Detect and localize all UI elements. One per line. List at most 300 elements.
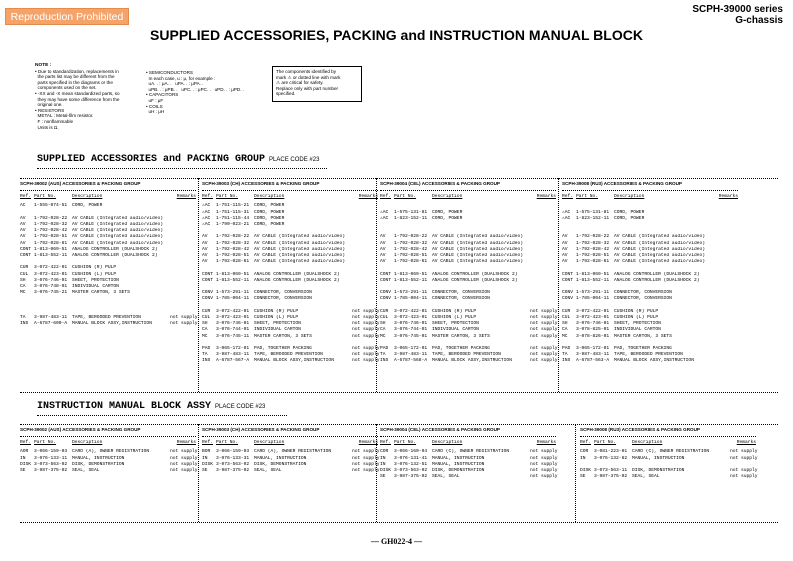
section-manual-rule [37, 415, 287, 416]
column-label-part: Part No. [216, 194, 239, 200]
table-row [380, 474, 556, 480]
part-number-cell: 1-792-028-22 [576, 234, 610, 240]
ref-cell: ⚠AC [202, 222, 211, 228]
column-label-part: Part No. [576, 194, 599, 200]
ref-cell: ⚠AC [562, 215, 571, 221]
note-title: NOTE : [35, 63, 52, 68]
table-row [20, 321, 196, 327]
ref-cell: DISK [202, 461, 214, 467]
part-number-cell: 1-823-152-11 [576, 215, 610, 221]
column-separator [376, 178, 377, 392]
ref-cell: CA [562, 327, 568, 333]
description-cell: AV CABLE (Integrated audio/video) [254, 240, 345, 246]
part-number-cell: 3-073-563-02 [394, 468, 428, 474]
column-labels [580, 440, 756, 446]
description-cell: SHEET, PROTECTION [432, 321, 479, 327]
description-cell: CUSHION (L) PULP [614, 315, 659, 321]
remark-cell: not supply [352, 321, 380, 327]
description-cell: MANUAL, INSTRUCTION [432, 461, 485, 467]
description-cell: ANALOG CONTROLLER (DUALSHOCK 2) [432, 271, 518, 277]
note-line: • -XX and -X mean standardized parts, so [35, 90, 120, 96]
remark-cell: not supply [352, 333, 380, 339]
column-heading-rule [202, 190, 378, 191]
part-number-cell: 3-076-746-01 [34, 277, 68, 283]
table-row [202, 358, 378, 364]
part-number-cell: 3-987-483-11 [216, 352, 250, 358]
ref-cell: AV [562, 253, 568, 259]
description-cell: MANUAL BLOCK ASSY,INSTRUCTION [254, 358, 334, 364]
column-heading-rule [202, 436, 378, 437]
description-cell: AV CABLE (Integrated audio/video) [254, 234, 345, 240]
ref-cell: TA [20, 315, 26, 321]
part-number-cell: 3-076-745-01 [394, 333, 428, 339]
column-heading: SCPH-39003 (CH) ACCESSORIES & PACKING GROUP [202, 181, 320, 186]
description-cell: CORD, POWER [254, 215, 285, 221]
column-label-ref: Ref. [380, 440, 392, 446]
part-number-cell: 3-072-422-01 [576, 308, 610, 314]
remark-cell: not supply [352, 449, 380, 455]
manual-group-column [202, 427, 378, 474]
group-frame-rule [20, 424, 778, 425]
part-number-cell: 3-076-132-51 [394, 461, 428, 467]
description-cell: AV CABLE (Integrated audio/video) [432, 259, 523, 265]
manual-group-column [20, 427, 196, 474]
description-cell: AV CABLE (Integrated audio/video) [72, 234, 163, 240]
description-cell: ANALOG CONTROLLER (DUALSHOCK 2) [72, 246, 158, 252]
column-labels [20, 440, 196, 446]
ref-cell: MC [562, 333, 568, 339]
ref-cell: AOR [20, 449, 29, 455]
description-cell: INDIVIDUAL CARTON [432, 327, 479, 333]
part-number-cell: A-6787-568-A [394, 358, 428, 364]
ref-cell: CONV [380, 290, 392, 296]
description-cell: MANUAL, INSTRUCTION [254, 455, 307, 461]
ref-cell: SH [202, 321, 208, 327]
ref-cell: IN [20, 455, 26, 461]
remark-cell: not supply [170, 315, 198, 321]
section-accessories-heading: SUPPLIED ACCESSORIES and PACKING GROUP [37, 154, 266, 165]
ref-cell: AV [20, 234, 26, 240]
ref-cell: SE [380, 474, 386, 480]
ref-cell: CA [20, 284, 26, 290]
part-number-cell: 1-573-291-11 [576, 290, 610, 296]
ref-cell: INS [380, 358, 389, 364]
note-line: parts specified in the diagrams or the [35, 79, 113, 85]
remark-cell: not supply [170, 321, 198, 327]
description-cell: CORD, POWER [254, 209, 285, 215]
part-number-cell: 1-813-069-51 [216, 271, 250, 277]
part-number-cell: 1-555-074-51 [34, 203, 68, 209]
remark-cell: not supply [352, 346, 380, 352]
table-row [580, 474, 756, 480]
accessories-group-column [562, 181, 738, 365]
part-number-cell: 1-792-028-61 [216, 259, 250, 265]
column-separator [198, 424, 199, 522]
part-number-cell: 1-813-552-11 [34, 253, 68, 259]
accessories-group-column [20, 181, 196, 327]
ref-cell: ⚠AC [202, 203, 211, 209]
ref-cell: MC [202, 333, 208, 339]
part-number-cell: 1-792-028-61 [34, 240, 68, 246]
column-label-desc: Description [72, 440, 103, 446]
description-cell: SEAL, SEAL [432, 474, 460, 480]
description-cell: SEAL, SEAL [254, 468, 282, 474]
part-number-cell: 1-823-152-11 [394, 215, 428, 221]
ref-cell: SH [562, 321, 568, 327]
description-cell: CARD (C), OWNER REGISTRATION [632, 449, 710, 455]
part-number-cell: 1-792-028-32 [216, 240, 250, 246]
ref-cell: CUR [562, 308, 571, 314]
part-number-cell: 1-792-028-32 [576, 240, 610, 246]
part-number-cell: 3-987-483-11 [34, 315, 68, 321]
column-separator [558, 178, 559, 392]
part-number-cell: 1-813-069-51 [34, 246, 68, 252]
column-label-desc: Description [632, 440, 663, 446]
description-cell: DISK, DEMONSTRATION [254, 461, 307, 467]
part-number-cell: 1-792-028-32 [394, 240, 428, 246]
page-footer: — GH022-4 — [370, 537, 423, 546]
ref-cell: INS [20, 321, 29, 327]
column-labels [202, 194, 378, 200]
part-number-cell: 3-076-745-11 [216, 333, 250, 339]
ref-cell: IN [202, 455, 208, 461]
ref-cell: ⚠AC [202, 215, 211, 221]
ref-cell: MC [20, 290, 26, 296]
description-cell: INDIVIDUAL CARTON [614, 327, 661, 333]
part-number-cell: 1-792-028-22 [34, 215, 68, 221]
warning-line: ⚠ are critical for safety. [276, 80, 324, 86]
part-number-cell: 1-813-069-51 [394, 271, 428, 277]
column-heading-rule [562, 190, 738, 191]
warning-line: specified. [276, 91, 296, 97]
remark-cell: not supply [530, 315, 558, 321]
ref-cell: CUR [20, 265, 29, 271]
part-number-cell: 3-076-132-62 [594, 455, 628, 461]
column-heading: SCPH-39004 (CEL) ACCESSORIES & PACKING GROUP [380, 427, 500, 432]
column-label-part: Part No. [34, 194, 57, 200]
column-labels [380, 194, 556, 200]
ref-cell: SH [20, 277, 26, 283]
part-number-cell: 3-076-746-01 [394, 321, 428, 327]
ref-cell: DISK [20, 461, 32, 467]
ref-cell: AV [20, 228, 26, 234]
semiconductor-note-line: uF : μF [146, 97, 164, 103]
ref-cell: ⚠AC [562, 209, 571, 215]
remark-cell: not supply [352, 461, 380, 467]
accessories-group-column [380, 181, 556, 365]
description-cell: AV CABLE (Integrated audio/video) [72, 215, 163, 221]
part-number-cell: 3-073-563-11 [594, 468, 628, 474]
semiconductor-notes [146, 70, 266, 115]
ref-cell: CUL [380, 315, 389, 321]
description-cell: PAD, TOGETHER PACKING [432, 346, 490, 352]
part-number-cell: 3-066-159-03 [216, 449, 250, 455]
manual-group-column [580, 427, 756, 480]
section-accessories-title [37, 154, 319, 165]
ref-cell: CONT [202, 277, 214, 283]
group-frame-rule [20, 522, 778, 523]
part-number-cell: A-6787-563-A [576, 358, 610, 364]
ref-cell: AV [380, 259, 386, 265]
ref-cell: CONT [20, 246, 32, 252]
column-label-ref: Ref. [380, 194, 392, 200]
description-cell: ANALOG CONTROLLER (DUALSHOCK 2) [614, 277, 700, 283]
ref-cell: CONT [380, 277, 392, 283]
part-number-cell: 1-573-291-11 [394, 290, 428, 296]
ref-cell: DISK [380, 468, 392, 474]
semiconductor-note-line: uPB. . : μPB. . uPC. . : μPC. . uPD. . : μPD. . [146, 86, 245, 92]
column-heading: SCPH-39003 (CH) ACCESSORIES & PACKING GROUP [202, 427, 320, 432]
part-number-cell: 1-792-028-42 [34, 228, 68, 234]
description-cell: CORD, POWER [254, 203, 285, 209]
ref-cell: AV [20, 215, 26, 221]
column-label-ref: Ref. [20, 440, 32, 446]
description-cell: CORD, POWER [614, 209, 645, 215]
semiconductor-note-line: • SEMICONDUCTORS [146, 70, 193, 75]
ref-cell: MC [380, 333, 386, 339]
ref-cell: AV [562, 234, 568, 240]
ref-cell: ⚠AC [380, 215, 389, 221]
description-cell: SEAL, SEAL [72, 468, 100, 474]
description-cell: SHEET, PROTECTION [614, 321, 661, 327]
ref-cell: AV [20, 222, 26, 228]
model-series [692, 4, 783, 26]
semiconductor-note-line: In each case, u : μ, for example : [146, 75, 216, 81]
ref-cell: IN [580, 455, 586, 461]
part-number-cell: 1-792-028-32 [34, 222, 68, 228]
series-line-1: SCPH-39000 series [692, 4, 783, 15]
note-line: Units is Ω. [35, 124, 59, 130]
ref-cell: AV [562, 240, 568, 246]
accessories-group-column [202, 181, 378, 365]
remark-cell: not supply [730, 468, 758, 474]
warning-line: The components identified by [276, 69, 337, 74]
remark-cell: not supply [530, 352, 558, 358]
ref-cell: ⚠AC [202, 209, 211, 215]
group-frame-rule [20, 392, 778, 393]
description-cell: DISK, DEMONSTRATION [632, 468, 685, 474]
ref-cell: TA [202, 352, 208, 358]
part-number-cell: 1-792-028-61 [576, 259, 610, 265]
remark-cell: not supply [352, 352, 380, 358]
note-line: components used on the set. [35, 85, 97, 91]
part-number-cell: 3-078-825-01 [576, 327, 610, 333]
ref-cell: CONV [380, 296, 392, 302]
column-label-desc: Description [432, 440, 463, 446]
column-heading-rule [580, 436, 756, 437]
part-number-cell: 3-076-746-01 [216, 321, 250, 327]
description-cell: CUSHION (R) PULP [254, 308, 299, 314]
ref-cell: CONV [202, 290, 214, 296]
part-number-cell: 3-076-133-11 [34, 455, 68, 461]
part-number-cell: 1-792-028-42 [216, 246, 250, 252]
note-line: • Due to standardization, replacements in [35, 68, 119, 74]
description-cell: DISK, DEMONSTRATION [432, 468, 485, 474]
description-cell: CARD (A), OWNER REGISTRATION [72, 449, 150, 455]
part-number-cell: 3-987-375-02 [216, 468, 250, 474]
part-number-cell: 1-785-004-11 [576, 296, 610, 302]
part-number-cell: 3-066-159-03 [34, 449, 68, 455]
part-number-cell: 3-076-744-01 [216, 327, 250, 333]
description-cell: CORD, POWER [72, 203, 103, 209]
description-cell: SHEET, PROTECTION [254, 321, 301, 327]
description-cell: MANUAL BLOCK ASSY,INSTRUCTION [432, 358, 512, 364]
safety-warning-box [272, 66, 362, 102]
remark-cell: not supply [530, 461, 558, 467]
description-cell: MASTER CARTON, 3 SETS [432, 333, 490, 339]
column-label-ref: Ref. [20, 194, 32, 200]
ref-cell: SE [580, 474, 586, 480]
description-cell: MANUAL BLOCK ASSY,INSTRUCTION [72, 321, 152, 327]
part-number-cell: A-6787-600-A [34, 321, 68, 327]
ref-cell: AV [380, 240, 386, 246]
column-label-remark: Remarks [736, 440, 756, 446]
part-number-cell: 3-987-375-02 [34, 468, 68, 474]
part-number-cell: 3-081-223-01 [594, 449, 628, 455]
section-accessories-rule [37, 168, 327, 169]
description-cell: ANALOG CONTROLLER (DUALSHOCK 2) [614, 271, 700, 277]
ref-cell: CUR [380, 308, 389, 314]
ref-cell: CUR [202, 308, 211, 314]
ref-cell: CONT [380, 271, 392, 277]
part-number-cell: 1-813-552-11 [394, 277, 428, 283]
remark-cell: not supply [530, 455, 558, 461]
ref-cell: AV [380, 253, 386, 259]
ref-cell: TA [562, 352, 568, 358]
description-cell: AV CABLE (Integrated audio/video) [614, 240, 705, 246]
remark-cell: not supply [352, 455, 380, 461]
part-number-cell: 1-792-028-51 [394, 253, 428, 259]
part-number-cell: 3-076-131-41 [394, 455, 428, 461]
description-cell: CORD, POWER [432, 215, 463, 221]
description-cell: CARD (C), OWNER REGISTRATION [432, 449, 510, 455]
description-cell: DISK, DEMONSTRATION [72, 461, 125, 467]
description-cell: AV CABLE (Integrated audio/video) [254, 253, 345, 259]
description-cell: SHEET, PROTECTION [72, 277, 119, 283]
part-number-cell: 1-813-069-51 [576, 271, 610, 277]
description-cell: CONNECTOR, CONVERSION [614, 296, 672, 302]
part-number-cell: 1-813-552-11 [576, 277, 610, 283]
part-number-cell: 3-076-748-01 [34, 284, 68, 290]
part-number-cell: 1-575-131-81 [394, 209, 428, 215]
description-cell: CORD, POWER [432, 209, 463, 215]
description-cell: MANUAL BLOCK ASSY,INSTRUCTION [614, 358, 694, 364]
part-number-cell: 1-575-131-81 [576, 209, 610, 215]
part-number-cell: 3-065-172-01 [394, 346, 428, 352]
description-cell: AV CABLE (Integrated audio/video) [432, 246, 523, 252]
note-line: F : nonflammable [35, 118, 74, 124]
remark-cell: not supply [730, 455, 758, 461]
remark-cell: not supply [352, 358, 380, 364]
ref-cell: CONV [562, 296, 574, 302]
ref-cell: CA [380, 327, 386, 333]
column-label-ref: Ref. [202, 194, 214, 200]
note-line: • RESISTORS [35, 107, 65, 113]
remark-cell: not supply [352, 468, 380, 474]
description-cell: CONNECTOR, CONVERSION [432, 296, 490, 302]
description-cell: TAPE, BEROODED PREVENTION [254, 352, 323, 358]
column-label-ref: Ref. [202, 440, 214, 446]
remark-cell: not supply [530, 358, 558, 364]
description-cell: CONNECTOR, CONVERSION [254, 290, 312, 296]
ref-cell: AV [562, 259, 568, 265]
part-number-cell: 1-751-115-21 [216, 203, 250, 209]
ref-cell: COR [380, 449, 389, 455]
column-heading: SCPH-39008 (RU3) ACCESSORIES & PACKING GROUP [562, 181, 682, 186]
description-cell: ANALOG CONTROLLER (DUALSHOCK 2) [254, 271, 340, 277]
table-row [202, 468, 378, 474]
part-number-cell: 3-076-745-21 [34, 290, 68, 296]
note-line: original one. [35, 102, 63, 108]
part-number-cell: 3-065-172-01 [576, 346, 610, 352]
ref-cell: CUL [562, 315, 571, 321]
remark-cell: not supply [530, 468, 558, 474]
section-accessories-place-code: PLACE CODE #23 [269, 157, 320, 163]
part-number-cell: 1-792-028-61 [394, 259, 428, 265]
remark-cell: not supply [352, 315, 380, 321]
description-cell: CUSHION (R) PULP [72, 265, 117, 271]
ref-cell: CONT [562, 271, 574, 277]
part-number-cell: 3-987-375-02 [594, 474, 628, 480]
ref-cell: AV [380, 234, 386, 240]
part-number-cell: 3-072-423-01 [216, 315, 250, 321]
remark-cell: not supply [170, 455, 198, 461]
remark-cell [712, 358, 738, 364]
part-number-cell: 3-076-133-31 [216, 455, 250, 461]
part-number-cell: 3-072-423-01 [576, 315, 610, 321]
column-label-desc: Description [614, 194, 645, 200]
ref-cell: IN [380, 455, 386, 461]
description-cell: SEAL, SEAL [632, 474, 660, 480]
description-cell: AV CABLE (Integrated audio/video) [72, 228, 163, 234]
part-number-cell: 1-751-115-31 [216, 209, 250, 215]
column-heading: SCPH-39002 (AUS) ACCESSORIES & PACKING GROUP [20, 427, 141, 432]
ref-cell: PAD [202, 346, 211, 352]
remark-cell: not supply [530, 321, 558, 327]
description-cell: AV CABLE (Integrated audio/video) [254, 246, 345, 252]
description-cell: AV CABLE (Integrated audio/video) [72, 222, 163, 228]
part-number-cell: 1-792-028-22 [394, 234, 428, 240]
remark-cell: not supply [530, 308, 558, 314]
warning-line: mark ⚠ or dotted line with mark [276, 74, 341, 80]
column-label-desc: Description [254, 194, 285, 200]
semiconductor-note-line: uA. . : μA. . uPA. . : μPA. . [146, 81, 204, 87]
description-cell: TAPE, BEROODED PREVENTION [432, 352, 501, 358]
part-number-cell: 1-792-028-22 [216, 234, 250, 240]
description-cell: MANUAL, INSTRUCTION [72, 455, 125, 461]
group-frame-rule [20, 178, 778, 179]
ref-cell: SE [20, 468, 26, 474]
part-number-cell: 3-072-423-01 [34, 271, 68, 277]
description-cell: CUSHION (L) PULP [72, 271, 117, 277]
remark-cell: not supply [170, 468, 198, 474]
part-number-cell: 1-751-115-44 [216, 215, 250, 221]
part-number-cell: 1-792-028-51 [34, 234, 68, 240]
part-number-cell: 3-066-160-04 [394, 449, 428, 455]
description-cell: MANUAL, INSTRUCTION [632, 455, 685, 461]
remark-cell: not supply [170, 449, 198, 455]
description-cell: CONNECTOR, CONVERSION [254, 296, 312, 302]
description-cell: AV CABLE (Integrated audio/video) [614, 234, 705, 240]
description-cell: PAD, TOGETHER PACKING [254, 346, 312, 352]
remark-cell: not supply [530, 346, 558, 352]
description-cell: ANALOG CONTROLLER (DUALSHOCK 2) [72, 253, 158, 259]
ref-cell: AV [380, 246, 386, 252]
description-cell: ANALOG CONTROLLER (DUALSHOCK 2) [254, 277, 340, 283]
ref-cell: AV [202, 259, 208, 265]
ref-cell: CONV [562, 290, 574, 296]
column-heading: SCPH-39002 (AUS) ACCESSORIES & PACKING GROUP [20, 181, 141, 186]
